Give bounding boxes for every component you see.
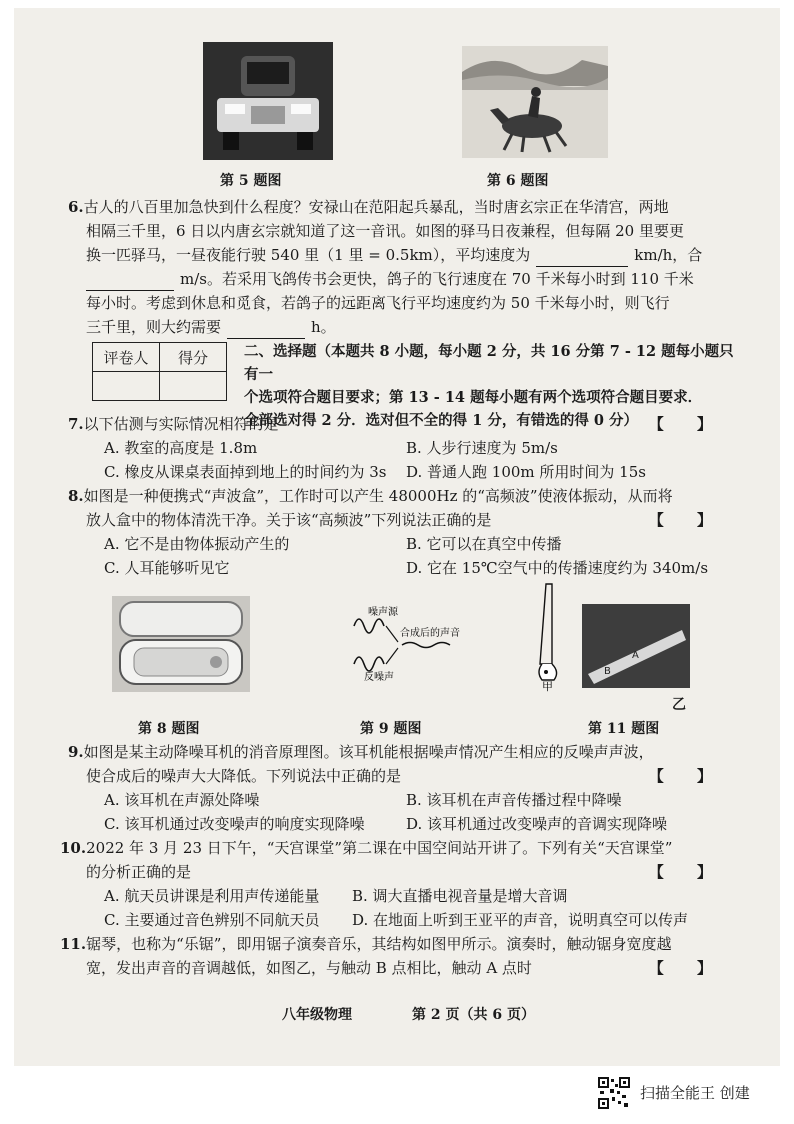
question-6-line-5: 每小时。考虑到休息和觅食，若鸽子的远距离飞行平均速度约为 50 千米每小时，则飞行 (86, 294, 670, 312)
figure-6-photo (462, 46, 608, 158)
figure-11-diagram-jia (530, 582, 570, 692)
figure-11-photo-yi (582, 604, 690, 688)
qr-code-icon (598, 1077, 630, 1109)
horse-rider-painting (462, 46, 608, 158)
q8-option-d[interactable]: D. 它在 15℃空气中的传播速度约为 340m/s (406, 559, 709, 577)
score-table-grader-header: 评卷人 (93, 343, 160, 372)
figure-11-caption: 第 11 题图 (588, 721, 660, 737)
section-2-instructions: 二、选择题（本题共 8 小题，每小题 2 分，共 16 分第 7 - 12 题每小题只有一 个选项符合题目要求；第 13 - 14 题每小题有两个选项符合题目要求． 全部选对得 2 分．选对但不全的得 1 分，有错选的得 0 分） (244, 343, 734, 429)
question-8 (68, 484, 726, 532)
saw-photo (582, 604, 690, 688)
answer-bracket-10[interactable]: 【 】 (648, 863, 726, 881)
question-6-line-6: 三千里，则大约需要 h。 (86, 315, 726, 339)
q7-option-c[interactable]: C. 橡皮从课桌表面掉到地上的时间约为 3s (104, 463, 387, 481)
car-front-image (203, 42, 333, 160)
question-6-line-3: 换一匹驿马，一昼夜能行驶 540 里（1 里 = 0.5km），平均速度为 km/h，合 (86, 243, 726, 267)
figure-5-photo (203, 42, 333, 160)
question-10 (60, 836, 726, 884)
question-6-line-4: m/s。若采用飞鸽传书会更快，鸽子的飞行速度在 70 千米每小时到 110 千米 (86, 267, 726, 291)
figure-5-caption: 第 5 题图 (220, 173, 282, 189)
sonic-box-image (112, 596, 250, 692)
question-11-line-2: 宽，发出声音的音调越低，如图乙，与触动 B 点相比，触动 A 点时 (86, 959, 532, 977)
figure-8-photo (112, 596, 250, 692)
score-table-score-header: 得分 (160, 343, 227, 372)
label-yi-outer: 乙 (672, 697, 686, 713)
question-9-options (104, 788, 724, 836)
question-7-number: 7. (68, 415, 84, 433)
figure-6-caption: 第 6 题图 (487, 173, 549, 189)
question-6-line-1: 6.古人的八百里加急快到什么程度？安禄山在范阳起兵暴乱，当时唐玄宗正在华清宫，两地 (68, 198, 669, 216)
label-noise-source: 噪声源 (368, 607, 398, 618)
label-a: A (632, 650, 639, 661)
q7-option-d[interactable]: D. 普通人跑 100m 所用时间为 15s (406, 463, 646, 481)
question-7: 7.以下估测与实际情况相符的是 【 】 (86, 412, 726, 436)
noise-cancel-waves (350, 602, 500, 684)
score-table (92, 342, 227, 401)
label-combined-sound: 合成后的声音 (400, 628, 460, 639)
figure-9-caption: 第 9 题图 (360, 721, 422, 737)
question-9 (68, 740, 726, 788)
q10-option-b[interactable]: B. 调大直播电视音量是增大音调 (352, 887, 568, 905)
question-8-line-2: 放人盒中的物体清洗干净。关于该“高频波”下列说法正确的是 (86, 511, 492, 529)
q7-option-a[interactable]: A. 教室的高度是 1.8m (104, 439, 258, 457)
figure-8-caption: 第 8 题图 (138, 721, 200, 737)
saw-diagram (530, 582, 570, 692)
answer-bracket-8[interactable]: 【 】 (648, 511, 726, 529)
q7-option-b[interactable]: B. 人步行速度为 5m/s (406, 439, 558, 457)
question-9-line-1: 9.如图是某主动降噪耳机的消音原理图。该耳机能根据噪声情况产生相应的反噪声声波， (68, 743, 654, 761)
blank-speed-ms[interactable] (86, 272, 174, 291)
grader-cell[interactable] (93, 372, 160, 401)
blank-speed-kmh[interactable] (536, 248, 628, 267)
question-9-line-2: 使合成后的噪声大大降低。下列说法中正确的是 (86, 767, 402, 785)
q10-option-a[interactable]: A. 航天员讲课是利用声传递能量 (104, 887, 320, 905)
figure-9-diagram (350, 602, 500, 684)
q10-option-d[interactable]: D. 在地面上听到王亚平的声音，说明真空可以传声 (352, 911, 689, 929)
score-cell[interactable] (160, 372, 227, 401)
question-6-line-2: 相隔三千里，6 日以内唐玄宗就知道了这一音讯。如图的驿马日夜兼程，但每隔 20 里要更 (86, 222, 684, 240)
question-8-line-1: 8.如图是一种便携式“声波盒”，工作时可以产生 48000Hz 的“高频波”使液体振动，从而将 (68, 487, 673, 505)
blank-hours[interactable] (227, 320, 305, 339)
question-11 (60, 932, 726, 980)
question-10-line-2: 的分析正确的是 (86, 863, 192, 881)
answer-bracket-7[interactable]: 【 】 (648, 415, 726, 433)
answer-bracket-11[interactable]: 【 】 (648, 959, 726, 977)
scanner-watermark: 扫描全能王 创建 (640, 1084, 750, 1102)
label-jia: 甲 (542, 680, 553, 692)
question-10-line-1: 10.2022 年 3 月 23 日下午，“天宫课堂”第二课在中国空间站开讲了。下列有关“天宫课堂” (60, 839, 673, 857)
question-10-options (104, 884, 724, 932)
q8-option-a[interactable]: A. 它不是由物体振动产生的 (104, 535, 290, 553)
question-6 (68, 195, 726, 339)
footer-page-number: 第 2 页（共 6 页） (412, 1007, 535, 1023)
label-anti-noise: 反噪声 (364, 672, 394, 683)
question-7-options (104, 436, 724, 484)
answer-bracket-9[interactable]: 【 】 (648, 767, 726, 785)
q9-option-a[interactable]: A. 该耳机在声源处降噪 (104, 791, 260, 809)
footer-subject: 八年级物理 (282, 1007, 352, 1023)
q8-option-c[interactable]: C. 人耳能够听见它 (104, 559, 230, 577)
question-6-number: 6. (68, 198, 84, 216)
q9-option-b[interactable]: B. 该耳机在声音传播过程中降噪 (406, 791, 622, 809)
q9-option-c[interactable]: C. 该耳机通过改变噪声的响度实现降噪 (104, 815, 365, 833)
q8-option-b[interactable]: B. 它可以在真空中传播 (406, 535, 562, 553)
q10-option-c[interactable]: C. 主要通过音色辨别不同航天员 (104, 911, 320, 929)
question-11-line-1: 11.锯琴，也称为“乐锯”，即用锯子演奏音乐，其结构如图甲所示。演奏时，触动锯身宽度越 (60, 935, 672, 953)
label-b: B (604, 666, 611, 677)
question-8-options (104, 532, 724, 580)
q9-option-d[interactable]: D. 该耳机通过改变噪声的音调实现降噪 (406, 815, 668, 833)
